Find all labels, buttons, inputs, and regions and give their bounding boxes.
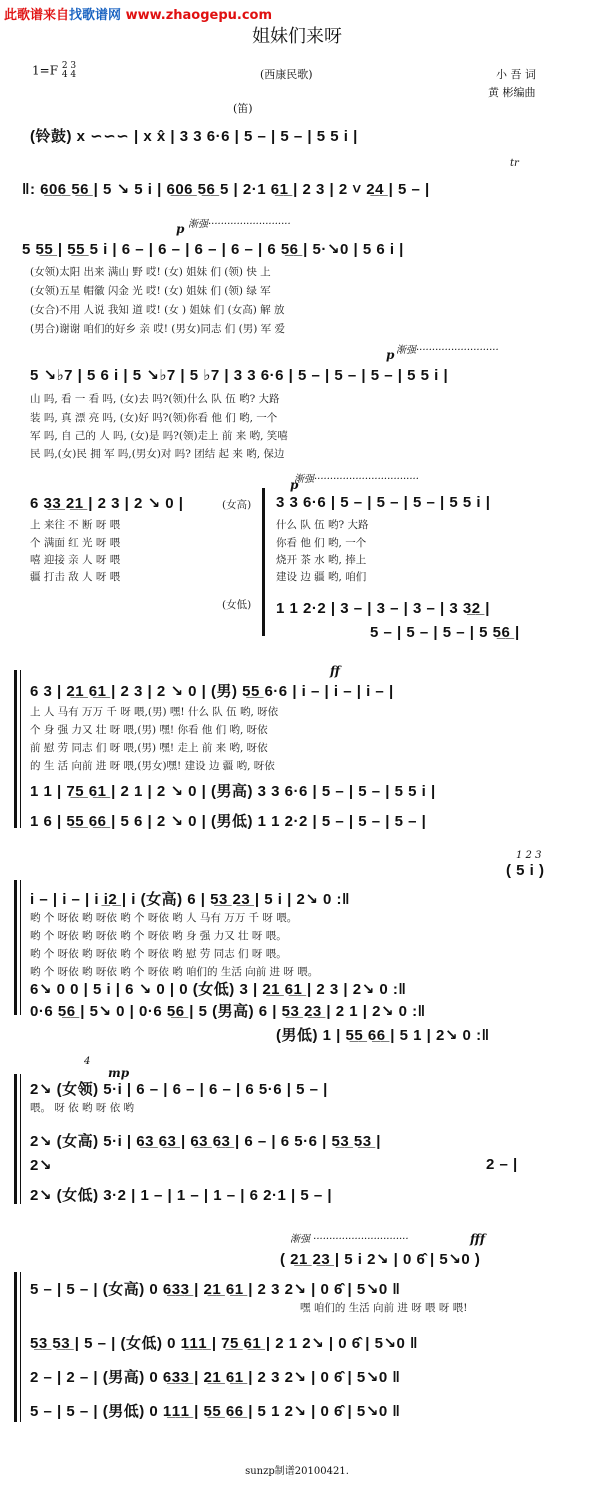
watermark <box>4 4 272 23</box>
lyrics-6-verse-3: 前 慰 劳 同志 们 呀 喂,(男) 嘿! 走上 前 来 哟, 呀依 <box>30 742 268 754</box>
lyrics-5b-verse-2: 你看 他 们 哟, 一个 <box>276 537 367 549</box>
dynamic-p-3: p <box>290 478 299 492</box>
crescendo-2: 渐强·························· <box>396 345 499 356</box>
volta-123: 1 2 3 <box>516 850 542 861</box>
lyrics-4-verse-3: 军 吗, 自 己的 人 吗, (女)是 吗?(领)走上 前 来 哟, 笑嘻 <box>30 430 288 442</box>
lyrics-5a-verse-1: 上 来往 不 断 呀 喂 <box>30 519 121 531</box>
lyrics-3-verse-2: (女领)五星 帽徽 闪金 光 哎! (女) 姐妹 们 (领) 绿 军 <box>30 285 271 297</box>
score-line-6c: 1 6 | 5̲5̲ 6̲6̲ | 5 6 | 2 ↘ 0 | (男低) 1 1 2·2 | 5 – | 5 – | 5 – | <box>30 813 427 830</box>
dynamic-fff: fff <box>470 1232 486 1246</box>
score-line-9d: 5 – | 5 – | (男低) 0 1̲1̲1̲ | 5̲5̲ 6̲6̲ | 5 1 2↘ | 0 6̂ | 5↘0 ‖ <box>30 1403 401 1420</box>
system-bar-6b <box>20 670 21 828</box>
lyrics-6-verse-4: 的 生 活 向前 进 呀 喂,(男女)嘿! 建设 边 疆 哟, 呀依 <box>30 760 275 772</box>
time-bottom: 4 4 <box>61 70 77 80</box>
score-line-2: ‖: 6̲0̲6̲ 5̲6̲ | 5 ↘ 5 i | 6̲0̲6̲ 5̲6̲ 5 | 2·1 6̲1̲ | 2 3 | 2 ˅ 2̲4̲ | 5 – | <box>22 181 430 198</box>
score-line-8a: 2↘ (女领) 5·i | 6 – | 6 – | 6 – | 6 5·6 | 5 – | <box>30 1081 328 1098</box>
lyrics-7-verse-1: 哟 个 呀依 哟 呀依 哟 个 呀依 哟 人 马有 万万 千 呀 喂。 <box>30 912 298 924</box>
system-bracket-5 <box>262 488 265 636</box>
lyrics-4-verse-1: 山 吗, 看 一 看 吗, (女)去 吗?(领)什么 队 伍 哟? 大路 <box>30 393 280 405</box>
system-bar-7 <box>14 880 17 1015</box>
lyrics-5a-verse-4: 疆 打击 敌 人 呀 喂 <box>30 571 121 583</box>
page-title: 姐妹们来呀 <box>252 26 342 47</box>
lyrics-5a-verse-3: 嘻 迎接 亲 人 呀 喂 <box>30 554 121 566</box>
credit: sunzp制谱20100421. <box>245 1466 349 1477</box>
crescendo-1: 渐强·························· <box>188 219 291 230</box>
lyrics-3-verse-3: (女合)不用 人说 我知 道 哎! (女 ) 姐妹 们 (女高) 解 放 <box>30 304 285 316</box>
crescendo-4: 渐强 ······························ <box>290 1234 409 1245</box>
voice-label-female-low: (女低) <box>222 599 252 611</box>
watermark-url: www.zhaogepu.com <box>125 8 273 23</box>
watermark-part2: 找歌谱网 <box>69 8 122 23</box>
composer: 黄 彬编曲 <box>488 86 536 99</box>
score-line-8c2: 2 – | <box>486 1156 518 1173</box>
lyrics-8: 喂。 呀 依 哟 呀 依 哟 <box>30 1102 135 1114</box>
lyrics-6-verse-2: 个 身 强 力又 壮 呀 喂,(男) 嘿! 你看 他 们 哟, 呀依 <box>30 724 268 736</box>
watermark-part1: 此歌谱来自 <box>4 8 70 23</box>
time-top: 2 3 <box>61 61 77 71</box>
trill-mark: tr <box>510 158 519 169</box>
lyrics-7-verse-3: 哟 个 呀依 哟 呀依 哟 个 呀依 哟 慰 劳 同志 们 呀 喂。 <box>30 948 287 960</box>
score-line-7b: 6↘ 0 0 | 5 i | 6 ↘ 0 | 0 (女低) 3 | 2̲1̲ 6̲1̲ | 2 3 | 2↘ 0 :‖ <box>30 981 407 998</box>
score-line-3: 5 5̲5̲ | 5̲5̲ 5 i | 6 – | 6 – | 6 – | 6 – | 6 5̲6̲ | 5·↘0 | 5 6 i | <box>22 241 404 258</box>
score-line-5a: 6 3̲3̲ 2̲1̲ | 2 3 | 2 ↘ 0 | <box>30 495 184 512</box>
lyrics-5b-verse-3: 烧开 茶 水 哟, 捧上 <box>276 554 367 566</box>
score-line-6b: 1 1 | 7̲5̲ 6̲1̲ | 2 1 | 2 ↘ 0 | (男高) 3 3 6·6 | 5 – | 5 – | 5 5 i | <box>30 783 436 800</box>
dynamic-p-1: p <box>176 222 185 236</box>
system-bar-8 <box>14 1074 17 1204</box>
score-line-8b: 2↘ (女高) 5·i | 6̲3̲ 6̲3̲ | 6̲3̲ 6̲3̲ | 6 – | 6 5·6 | 5̲3̲ 5̲3̲ | <box>30 1133 381 1150</box>
score-line-9b: 5̲3̲ 5̲3̲ | 5 – | (女低) 0 1̲1̲1̲ | 7̲5̲ 6̲1̲ | 2 1 2↘ | 0 6̂ | 5↘0 ‖ <box>30 1335 418 1352</box>
score-line-5d: 5 – | 5 – | 5 – | 5 5̲6̲ | <box>370 624 520 641</box>
lyrics-5b-verse-1: 什么 队 伍 哟? 大路 <box>276 519 369 531</box>
lyrics-5b-verse-4: 建设 边 疆 哟, 咱们 <box>276 571 367 583</box>
crescendo-3: 渐强································· <box>294 474 419 485</box>
lyrics-6-verse-1: 上 人 马有 万万 千 呀 喂,(男) 嘿! 什么 队 伍 哟, 呀依 <box>30 706 279 718</box>
dynamic-ff-1: ff <box>330 664 340 678</box>
lyrics-5a-verse-2: 个 满面 红 光 呀 喂 <box>30 537 121 549</box>
lyricist: 小 吾 词 <box>496 68 536 81</box>
volta-bracket-notes: ( 5 i ) <box>506 862 545 879</box>
instrument-flute: (笛) <box>233 102 253 115</box>
lyrics-3-verse-1: (女领)太阳 出来 满山 野 哎! (女) 姐妹 们 (领) 快 上 <box>30 266 271 278</box>
voice-label-female-high: (女高) <box>222 499 252 511</box>
score-line-7d: (男低) 1 | 5̲5̲ 6̲6̲ | 5 1 | 2↘ 0 :‖ <box>276 1027 490 1044</box>
score-line-5b: 3 3 6·6 | 5 – | 5 – | 5 – | 5 5 i | <box>276 494 491 511</box>
lyrics-3-verse-4: (男合)谢谢 咱们的好乡 亲 哎! (男女)同志 们 (男) 军 爱 <box>30 323 285 335</box>
score-line-8d: 2↘ (女低) 3·2 | 1 – | 1 – | 1 – | 6 2·1 | 5 – | <box>30 1187 333 1204</box>
system-bar-6 <box>14 670 17 828</box>
key-signature <box>32 62 76 80</box>
genre: (西康民歌) <box>260 68 313 81</box>
score-line-7a: i – | i – | i i̲2̲ | i (女高) 6 | 5̲3̲ 2̲3̲ | 5 i | 2↘ 0 :‖ <box>30 891 350 908</box>
volta-4: 4 <box>84 1056 91 1067</box>
score-line-5c: 1 1 2·2 | 3 – | 3 – | 3 – | 3 3̲2̲ | <box>276 600 490 617</box>
score-line-4: 5 ↘♭7 | 5 6 i | 5 ↘♭7 | 5 ♭7 | 3 3 6·6 | 5 – | 5 – | 5 – | 5 5 i | <box>30 367 449 384</box>
lyrics-9: 嘿 咱们的 生活 向前 进 呀 喂 呀 喂! <box>300 1302 468 1314</box>
score-line-7c: 0·6 5̲6̲ | 5↘ 0 | 0·6 5̲6̲ | 5 (男高) 6 | 5̲3̲ 2̲3̲ | 2 1 | 2↘ 0 :‖ <box>30 1003 426 1020</box>
lyrics-7-verse-2: 哟 个 呀依 哟 呀依 哟 个 呀依 哟 身 强 力又 壮 呀 喂。 <box>30 930 287 942</box>
score-line-8c: 2↘ <box>30 1157 52 1174</box>
system-bar-7b <box>20 880 21 1015</box>
system-bar-9 <box>14 1272 17 1422</box>
lyrics-4-verse-2: 装 吗, 真 漂 亮 吗, (女)好 吗?(领)你看 他 们 哟, 一个 <box>30 412 278 424</box>
lyrics-7-verse-4: 哟 个 呀依 哟 呀依 哟 个 呀依 哟 咱们的 生活 向前 进 呀 喂。 <box>30 966 319 978</box>
key: 1=F <box>32 63 59 78</box>
score-line-6a: 6 3 | 2̲1̲ 6̲1̲ | 2 3 | 2 ↘ 0 | (男) 5̲5̲ 6·6 | i – | i – | i – | <box>30 683 394 700</box>
lyrics-4-verse-4: 民 吗,(女)民 拥 军 吗,(男女)对 吗? 团结 起 来 哟, 保边 <box>30 448 285 460</box>
dynamic-mp: mp <box>108 1066 130 1080</box>
score-line-9-top: ( 2̲1̲ 2̲3̲ | 5 i 2↘ | 0 6̂ | 5↘0 ) <box>280 1251 481 1268</box>
score-line-9c: 2 – | 2 – | (男高) 0 6̲3̲3̲ | 2̲1̲ 6̲1̲ | 2 3 2↘ | 0 6̂ | 5↘0 ‖ <box>30 1369 401 1386</box>
score-line-1: (铃鼓) x ∽∽∽ | x x̂ | 3 3 6·6 | 5 – | 5 – | 5 5 i | <box>30 128 358 145</box>
score-line-9a: 5 – | 5 – | (女高) 0 6̲3̲3̲ | 2̲1̲ 6̲1̲ | 2 3 2↘ | 0 6̂ | 5↘0 ‖ <box>30 1281 401 1298</box>
system-bar-8b <box>20 1074 21 1204</box>
dynamic-p-2: p <box>386 348 395 362</box>
system-bar-9b <box>20 1272 21 1422</box>
